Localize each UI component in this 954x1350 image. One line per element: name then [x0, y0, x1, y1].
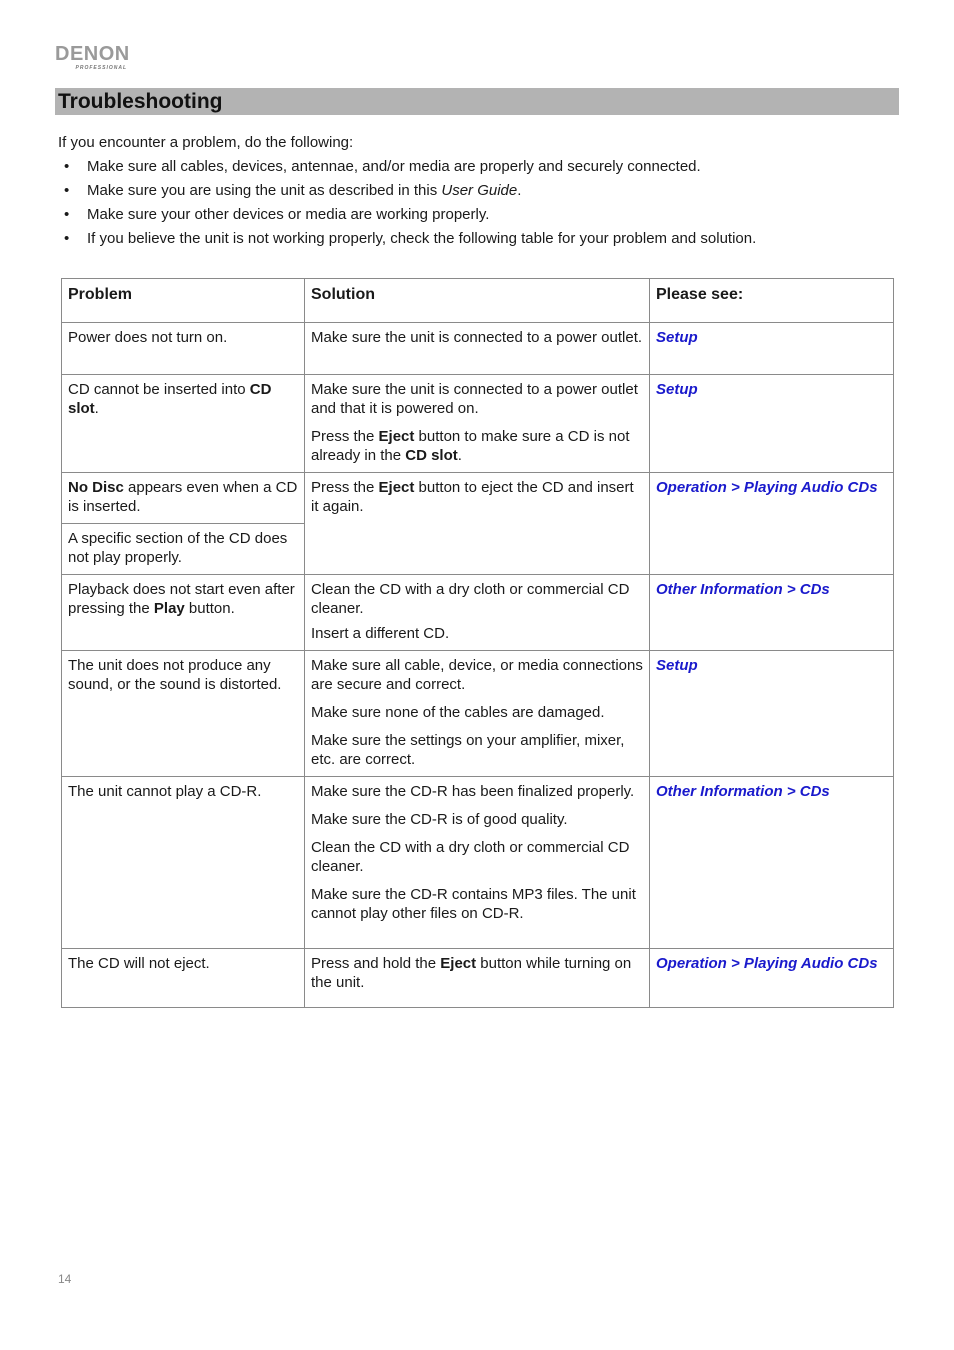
bullet-text: Make sure your other devices or media are working properly.: [87, 206, 490, 223]
table-row: [62, 777, 894, 949]
reference-link-setup[interactable]: Setup: [656, 381, 698, 398]
no-disc-bold: No Disc: [68, 479, 124, 496]
problem-cell: The CD will not eject.: [62, 949, 305, 1008]
logo-sub: PROFESSIONAL: [75, 65, 127, 71]
table-row: [62, 949, 894, 1008]
solution-fragment: button to eject the CD and insert it again.: [311, 479, 634, 515]
section-title: Troubleshooting: [58, 90, 223, 113]
reference-cell: [650, 473, 894, 575]
page-number: 14: [58, 1272, 72, 1286]
problem-text: CD cannot be inserted into: [68, 381, 250, 398]
solution-fragment: Press the: [311, 479, 379, 496]
reference-cell: [650, 375, 894, 473]
reference-link-setup[interactable]: Setup: [656, 657, 698, 674]
table-row: [62, 473, 894, 524]
bullet-dot-icon: •: [64, 206, 70, 223]
solution-text: Make sure the unit is connected to a power outlet.: [311, 329, 643, 346]
solution-text: Insert a different CD.: [311, 625, 450, 642]
solution-text: [311, 427, 643, 465]
problem-cell: The unit does not produce any sound, or the sound is distorted.: [62, 651, 305, 777]
bullet-item: [58, 230, 756, 254]
problem-cell: [62, 375, 305, 473]
eject-bold: Eject: [378, 428, 415, 445]
eject-bold: Eject: [440, 955, 477, 972]
troubleshooting-table: [61, 278, 894, 1008]
table-header-row: [62, 279, 894, 323]
reference-cell: [650, 777, 894, 949]
table-row: [62, 651, 894, 777]
solution-cell: [305, 473, 650, 575]
solution-fragment: Press the: [311, 428, 379, 445]
bullet-item: [58, 182, 756, 206]
section-title-bar: [55, 88, 899, 115]
solution-fragment: button while turning on the unit.: [311, 955, 632, 991]
solution-cell: [305, 375, 650, 473]
bullet-text-end: .: [517, 182, 522, 199]
reference-link-playing-audio-cds[interactable]: Operation > Playing Audio CDs: [656, 479, 878, 496]
problem-text-end: button.: [184, 600, 235, 617]
solution-text: [311, 380, 643, 418]
solution-fragment: .: [457, 447, 462, 464]
reference-cell: [650, 949, 894, 1008]
problem-text: Playback does not start even after pressing the: [68, 581, 295, 617]
solution-text: Make sure the CD-R is of good quality.: [311, 811, 568, 828]
bullet-text: If you believe the unit is not working properly, check the following table for your problem and solution.: [87, 230, 757, 247]
problem-text: appears even when a CD is inserted.: [68, 479, 298, 515]
reference-cell: [650, 651, 894, 777]
solution-cell: [305, 777, 650, 949]
table-row: [62, 375, 894, 473]
table-row: [62, 575, 894, 651]
header-solution: Solution: [305, 279, 650, 323]
reference-link-cds[interactable]: Other Information > CDs: [656, 581, 830, 598]
problem-text-end: .: [94, 400, 99, 417]
bullet-dot-icon: •: [64, 182, 70, 199]
solution-fragment: Press and hold the: [311, 955, 441, 972]
eject-bold: Eject: [378, 479, 415, 496]
solution-cell: [305, 323, 650, 375]
problem-cell: [62, 473, 305, 524]
play-bold: Play: [153, 600, 185, 617]
problem-cell: [62, 323, 305, 375]
bullet-dot-icon: •: [64, 158, 70, 175]
table-row: [62, 323, 894, 375]
problem-cell: The unit cannot play a CD-R.: [62, 777, 305, 949]
bullet-dot-icon: •: [64, 230, 70, 247]
solution-text: Make sure the CD-R has been finalized properly.: [311, 783, 635, 800]
solution-text: [311, 954, 643, 992]
intro-bullet-list: [58, 158, 756, 254]
solution-cell: [305, 575, 650, 651]
solution-text: [311, 478, 643, 516]
reference-cell: [650, 323, 894, 375]
logo-brand: DENON: [55, 43, 130, 65]
solution-fragment: button to make sure a CD is not already in the: [311, 428, 630, 464]
solution-text: Clean the CD with a dry cloth or commercial CD cleaner.: [311, 581, 630, 617]
denon-professional-logo: [55, 43, 130, 72]
solution-cell: [305, 651, 650, 777]
solution-text: Make sure the settings on your amplifier, mixer, etc. are correct.: [311, 732, 625, 768]
solution-text: Make sure none of the cables are damaged.: [311, 704, 605, 721]
bullet-item: [58, 158, 756, 182]
reference-link-setup[interactable]: Setup: [656, 329, 698, 346]
bullet-text: Make sure you are using the unit as described in this: [87, 182, 442, 199]
problem-cell: A specific section of the CD does not play properly.: [62, 524, 305, 575]
solution-text: Make sure all cable, device, or media connections are secure and correct.: [311, 657, 643, 693]
solution-text: Make sure the CD-R contains MP3 files. The unit cannot play other files on CD-R.: [311, 886, 636, 922]
problem-text: Power does not turn on.: [68, 329, 228, 346]
reference-link-playing-audio-cds[interactable]: Operation > Playing Audio CDs: [656, 955, 878, 972]
user-guide-emphasis: User Guide: [441, 182, 518, 199]
cd-slot-bold: CD slot: [68, 381, 272, 417]
solution-cell: [305, 949, 650, 1008]
header-please-see: Please see:: [650, 279, 894, 323]
bullet-item: [58, 206, 756, 230]
solution-text: Clean the CD with a dry cloth or commercial CD cleaner.: [311, 839, 630, 875]
reference-link-cds[interactable]: Other Information > CDs: [656, 783, 830, 800]
header-problem: Problem: [62, 279, 305, 323]
bullet-text: Make sure all cables, devices, antennae, and/or media are properly and securely connected.: [87, 158, 701, 175]
problem-cell: [62, 575, 305, 651]
reference-cell: [650, 575, 894, 651]
intro-text: If you encounter a problem, do the following:: [58, 134, 354, 151]
cd-slot-bold: CD slot: [405, 447, 458, 464]
solution-fragment: Make sure the unit is connected to a power outlet and that it is powered on.: [311, 381, 638, 417]
